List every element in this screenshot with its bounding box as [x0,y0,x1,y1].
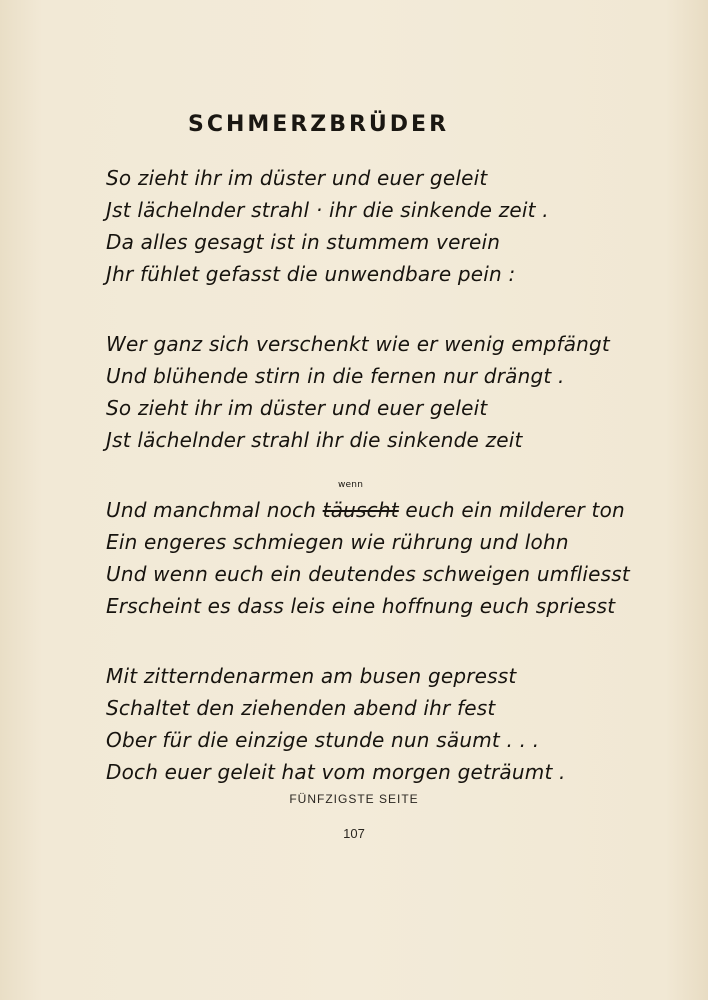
line-text-after: euch ein milderer ton [398,498,625,522]
stanza-1 [106,162,606,290]
poem-line: Schaltet den ziehenden abend ihr fest [106,696,496,720]
page-number: 107 [343,826,365,841]
poem-line: Mit zitterndenarmen am busen gepresst [106,664,517,688]
stanza-3 [106,480,630,622]
poem-line: Da alles gesagt ist in stummem verein [106,230,501,254]
poem-line: Erscheint es dass leis eine hoffnung euch spriesst [106,594,616,618]
stanza-4 [106,660,606,788]
poem-line: Ein engeres schmiegen wie rührung und lohn [106,530,569,554]
poem-line: Jst lächelnder strahl ihr die sinkende zeit [106,428,523,452]
line-text-before: Und manchmal noch [106,498,323,522]
poem-line: Ober für die einzige stunde nun säumt . . . [106,728,540,752]
stanza-2 [106,328,610,456]
poem-line: Jst lächelnder strahl · ihr die sinkende zeit . [106,198,549,222]
poem-line: So zieht ihr im düster und euer geleit [106,166,488,190]
poem-body [106,162,630,826]
poem-title: SCHMERZBRÜDER [188,112,450,137]
poem-line-with-correction [106,480,625,526]
poem-line: So zieht ihr im düster und euer geleit [106,396,488,420]
poem-line: Und wenn euch ein deutendes schweigen umfliesst [106,562,630,586]
page-label: FÜNFZIGSTE SEITE [289,792,419,806]
poem-line: Wer ganz sich verschenkt wie er wenig empfängt [106,332,610,356]
struck-word: täuscht [322,498,399,522]
insertion-word: wenn [338,480,364,490]
poem-line: Jhr fühlet gefasst die unwendbare pein : [106,262,516,286]
poem-line: Doch euer geleit hat vom morgen geträumt . [106,760,566,784]
poem-line: Und blühende stirn in die fernen nur drängt . [106,364,565,388]
